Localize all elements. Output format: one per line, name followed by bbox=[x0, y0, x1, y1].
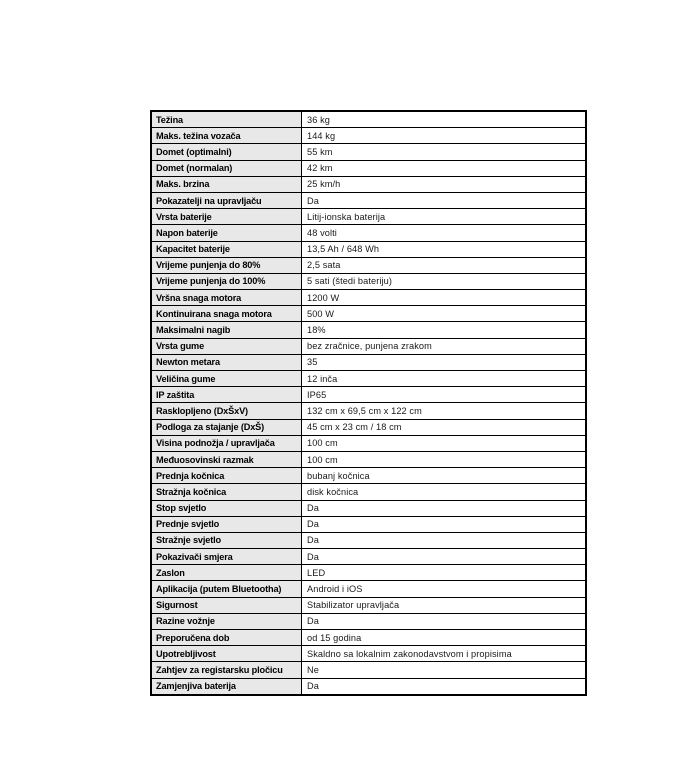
table-row bbox=[151, 144, 586, 160]
spec-value-cell: 500 W bbox=[302, 306, 587, 322]
spec-value-cell: 100 cm bbox=[302, 451, 587, 467]
spec-value-cell: bez zračnice, punjena zrakom bbox=[302, 338, 587, 354]
spec-label-cell: Vrijeme punjenja do 80% bbox=[151, 257, 302, 273]
table-row bbox=[151, 192, 586, 208]
spec-value-cell: 36 kg bbox=[302, 111, 587, 128]
spec-label-cell: Rasklopljeno (DxŠxV) bbox=[151, 403, 302, 419]
table-row bbox=[151, 241, 586, 257]
spec-value-cell: 42 km bbox=[302, 160, 587, 176]
table-row bbox=[151, 257, 586, 273]
spec-label-cell: Pokazivači smjera bbox=[151, 549, 302, 565]
spec-label-cell: Zamjenjiva baterija bbox=[151, 678, 302, 695]
table-row bbox=[151, 306, 586, 322]
spec-value-cell: 18% bbox=[302, 322, 587, 338]
table-row bbox=[151, 484, 586, 500]
table-row bbox=[151, 646, 586, 662]
table-row bbox=[151, 160, 586, 176]
spec-label-cell: Razine vožnje bbox=[151, 613, 302, 629]
spec-label-cell: Domet (normalan) bbox=[151, 160, 302, 176]
spec-value-cell: Da bbox=[302, 500, 587, 516]
table-row bbox=[151, 128, 586, 144]
spec-value-cell: 13,5 Ah / 648 Wh bbox=[302, 241, 587, 257]
spec-value-cell: Da bbox=[302, 532, 587, 548]
spec-value-cell: 12 inča bbox=[302, 371, 587, 387]
spec-value-cell: 55 km bbox=[302, 144, 587, 160]
spec-value-cell: 45 cm x 23 cm / 18 cm bbox=[302, 419, 587, 435]
spec-value-cell: 144 kg bbox=[302, 128, 587, 144]
spec-value-cell: Da bbox=[302, 678, 587, 695]
table-row bbox=[151, 678, 586, 695]
table-row bbox=[151, 225, 586, 241]
spec-value-cell: 25 km/h bbox=[302, 176, 587, 192]
table-row bbox=[151, 387, 586, 403]
spec-label-cell: IP zaštita bbox=[151, 387, 302, 403]
spec-value-cell: 100 cm bbox=[302, 435, 587, 451]
table-row bbox=[151, 290, 586, 306]
spec-label-cell: Vrsta gume bbox=[151, 338, 302, 354]
spec-label-cell: Sigurnost bbox=[151, 597, 302, 613]
spec-value-cell: 48 volti bbox=[302, 225, 587, 241]
spec-label-cell: Newton metara bbox=[151, 354, 302, 370]
spec-label-cell: Stop svjetlo bbox=[151, 500, 302, 516]
spec-label-cell: Upotrebljivost bbox=[151, 646, 302, 662]
spec-label-cell: Preporučena dob bbox=[151, 630, 302, 646]
table-row bbox=[151, 176, 586, 192]
spec-value-cell: disk kočnica bbox=[302, 484, 587, 500]
spec-label-cell: Zahtjev za registarsku pločicu bbox=[151, 662, 302, 678]
table-row bbox=[151, 549, 586, 565]
table-row bbox=[151, 435, 586, 451]
spec-value-cell: Da bbox=[302, 549, 587, 565]
spec-value-cell: IP65 bbox=[302, 387, 587, 403]
spec-value-cell: 2,5 sata bbox=[302, 257, 587, 273]
spec-value-cell: Litij-ionska baterija bbox=[302, 209, 587, 225]
table-row bbox=[151, 630, 586, 646]
spec-value-cell: od 15 godina bbox=[302, 630, 587, 646]
spec-value-cell: Ne bbox=[302, 662, 587, 678]
table-row bbox=[151, 613, 586, 629]
table-row bbox=[151, 662, 586, 678]
spec-value-cell: 5 sati (štedi bateriju) bbox=[302, 273, 587, 289]
specification-table-body bbox=[151, 111, 586, 695]
spec-value-cell: 35 bbox=[302, 354, 587, 370]
spec-label-cell: Stražnja kočnica bbox=[151, 484, 302, 500]
table-row bbox=[151, 451, 586, 467]
spec-label-cell: Visina podnožja / upravljača bbox=[151, 435, 302, 451]
table-row bbox=[151, 516, 586, 532]
spec-label-cell: Zaslon bbox=[151, 565, 302, 581]
table-row bbox=[151, 354, 586, 370]
table-row bbox=[151, 371, 586, 387]
spec-label-cell: Veličina gume bbox=[151, 371, 302, 387]
spec-value-cell: 132 cm x 69,5 cm x 122 cm bbox=[302, 403, 587, 419]
spec-label-cell: Kapacitet baterije bbox=[151, 241, 302, 257]
table-row bbox=[151, 403, 586, 419]
spec-value-cell: Da bbox=[302, 192, 587, 208]
table-row bbox=[151, 111, 586, 128]
spec-label-cell: Maks. brzina bbox=[151, 176, 302, 192]
spec-value-cell: Da bbox=[302, 613, 587, 629]
spec-value-cell: 1200 W bbox=[302, 290, 587, 306]
table-row bbox=[151, 322, 586, 338]
spec-label-cell: Prednja kočnica bbox=[151, 468, 302, 484]
spec-label-cell: Međuosovinski razmak bbox=[151, 451, 302, 467]
spec-value-cell: LED bbox=[302, 565, 587, 581]
spec-label-cell: Težina bbox=[151, 111, 302, 128]
table-row bbox=[151, 532, 586, 548]
table-row bbox=[151, 597, 586, 613]
spec-label-cell: Kontinuirana snaga motora bbox=[151, 306, 302, 322]
spec-value-cell: Android i iOS bbox=[302, 581, 587, 597]
spec-label-cell: Aplikacija (putem Bluetootha) bbox=[151, 581, 302, 597]
spec-label-cell: Maksimalni nagib bbox=[151, 322, 302, 338]
spec-value-cell: Da bbox=[302, 516, 587, 532]
spec-label-cell: Pokazatelji na upravljaču bbox=[151, 192, 302, 208]
spec-label-cell: Prednje svjetlo bbox=[151, 516, 302, 532]
spec-label-cell: Vrsta baterije bbox=[151, 209, 302, 225]
spec-value-cell: Stabilizator upravljača bbox=[302, 597, 587, 613]
table-row bbox=[151, 209, 586, 225]
spec-label-cell: Napon baterije bbox=[151, 225, 302, 241]
spec-value-cell: Skaldno sa lokalnim zakonodavstvom i propisima bbox=[302, 646, 587, 662]
specification-table bbox=[150, 110, 587, 696]
table-row bbox=[151, 419, 586, 435]
spec-label-cell: Domet (optimalni) bbox=[151, 144, 302, 160]
table-row bbox=[151, 468, 586, 484]
spec-label-cell: Maks. težina vozača bbox=[151, 128, 302, 144]
table-row bbox=[151, 581, 586, 597]
spec-label-cell: Vrijeme punjenja do 100% bbox=[151, 273, 302, 289]
spec-label-cell: Podloga za stajanje (DxŠ) bbox=[151, 419, 302, 435]
table-row bbox=[151, 338, 586, 354]
specification-table-container bbox=[150, 110, 575, 696]
spec-label-cell: Vršna snaga motora bbox=[151, 290, 302, 306]
spec-label-cell: Stražnje svjetlo bbox=[151, 532, 302, 548]
table-row bbox=[151, 273, 586, 289]
table-row bbox=[151, 500, 586, 516]
spec-value-cell: bubanj kočnica bbox=[302, 468, 587, 484]
table-row bbox=[151, 565, 586, 581]
